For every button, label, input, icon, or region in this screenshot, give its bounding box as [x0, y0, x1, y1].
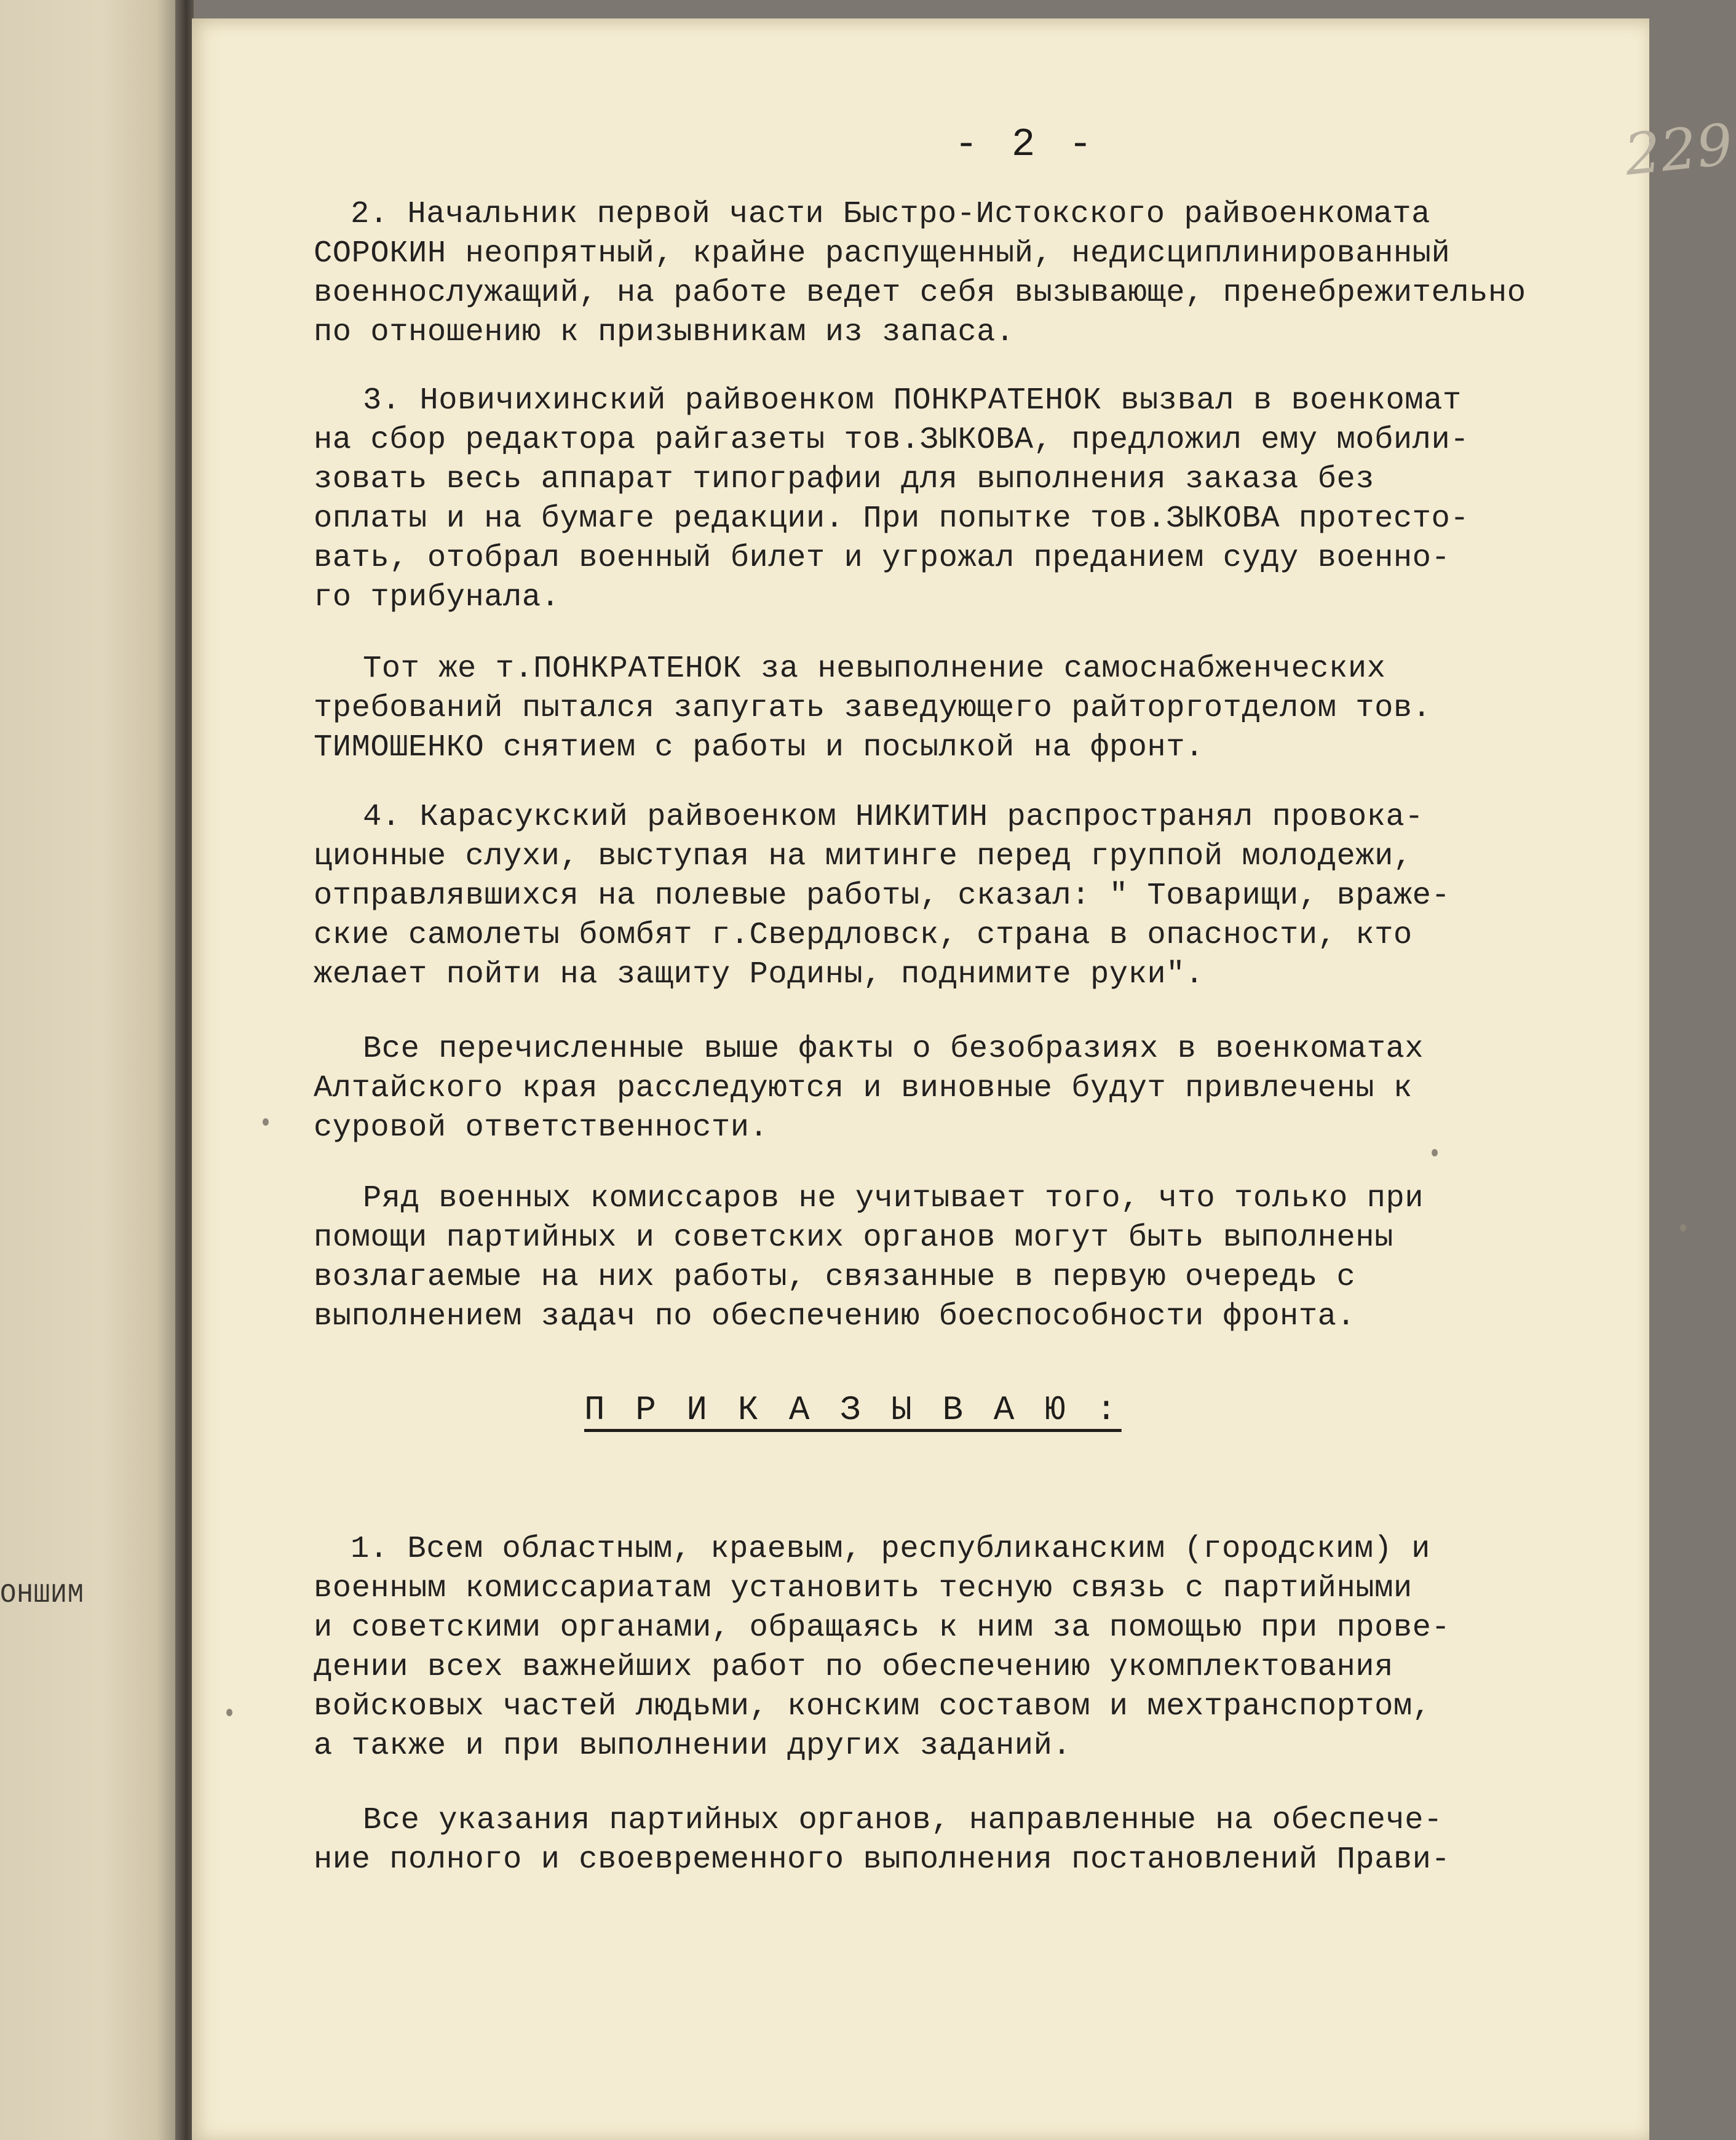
- margin-note: ОНШИМ: [0, 1580, 85, 1610]
- text-line: ские самолеты бомбят г.Свердловск, страна в опасности, кто: [314, 918, 1413, 953]
- text-line: СОРОКИН неопрятный, крайне распущенный, недисциплинированный: [314, 236, 1451, 271]
- facing-page: [0, 0, 184, 2140]
- text-line: желает пойти на защиту Родины, поднимите руки".: [314, 957, 1204, 992]
- text-line: Все указания партийных органов, направленные на обеспече-: [363, 1803, 1443, 1838]
- paragraph-3: [314, 381, 1556, 618]
- order-paragraph-2: [314, 1801, 1556, 1880]
- paragraph-3b: [314, 650, 1556, 768]
- binding-shadow: [175, 0, 194, 2140]
- text-line: 3. Новичихинский райвоенком ПОНКРАТЕНОК вызвал в военкомат: [363, 383, 1462, 418]
- text-line: оплаты и на бумаге редакции. При попытке тов.ЗЫКОВА протесто-: [314, 501, 1470, 536]
- text-line: 2. Начальник первой части Быстро-Истокского райвоенкомата: [351, 197, 1430, 232]
- text-line: войсковых частей людьми, конским составом и мехтранспортом,: [314, 1689, 1432, 1724]
- text-line: дении всех важнейших работ по обеспечению укомплектования: [314, 1650, 1393, 1685]
- order-paragraph-1: [314, 1530, 1556, 1766]
- text-line: по отношению к призывникам из запаса.: [314, 315, 1015, 350]
- paragraph-4: [314, 798, 1556, 995]
- text-line: выполнением задач по обеспечению боеспособности фронта.: [314, 1299, 1356, 1334]
- text-line: зовать весь аппарат типографии для выполнения заказа без: [314, 462, 1375, 497]
- text-line: а также и при выполнении других заданий.: [314, 1728, 1072, 1764]
- text-line: Алтайского края расследуются и виновные будут привлечены к: [314, 1071, 1413, 1106]
- archive-number: 229: [1621, 111, 1736, 188]
- text-line: Ряд военных комиссаров не учитывает того, что только при: [363, 1181, 1424, 1216]
- text-line: суровой ответственности.: [314, 1110, 769, 1145]
- punch-mark: [263, 1118, 269, 1126]
- paragraph-5: [314, 1030, 1556, 1148]
- text-line: Все перечисленные выше факты о безобразиях в военкоматах: [363, 1032, 1424, 1067]
- punch-mark: [226, 1709, 232, 1716]
- punch-mark: [1680, 1224, 1686, 1231]
- order-heading: П Р И К А З Ы В А Ю :: [584, 1390, 1122, 1430]
- text-line: военным комиссариатам установить тесную связь с партийными: [314, 1571, 1413, 1606]
- text-line: 4. Карасукский райвоенком НИКИТИН распространял провока-: [363, 800, 1424, 835]
- text-line: Тот же т.ПОНКРАТЕНОК за невыполнение самоснабженческих: [363, 651, 1386, 686]
- text-line: вать, отобрал военный билет и угрожал преданием суду военно-: [314, 541, 1451, 576]
- paragraph-2: [314, 195, 1556, 352]
- text-line: ние полного и своевременного выполнения постановлений Прави-: [314, 1842, 1451, 1877]
- text-line: на сбор редактора райгазеты тов.ЗЫКОВА, предложил ему мобили-: [314, 423, 1470, 458]
- text-line: помощи партийных и советских органов могут быть выполнены: [314, 1220, 1393, 1255]
- page-number: - 2 -: [954, 123, 1098, 167]
- text-line: го трибунала.: [314, 580, 560, 615]
- text-line: военнослужащий, на работе ведет себя вызывающе, пренебрежительно: [314, 276, 1526, 311]
- text-line: ционные слухи, выступая на митинге перед группой молодежи,: [314, 839, 1413, 874]
- text-line: 1. Всем областным, краевым, республиканским (городским) и: [351, 1532, 1430, 1567]
- punch-mark: [1432, 1149, 1438, 1156]
- paragraph-6: [314, 1179, 1556, 1337]
- text-line: отправлявшихся на полевые работы, сказал: " Товарищи, враже-: [314, 878, 1451, 913]
- text-line: требований пытался запугать заведующего райторготделом тов.: [314, 691, 1432, 726]
- text-line: и советскими органами, обращаясь к ним за помощью при прове-: [314, 1610, 1451, 1645]
- text-line: возлагаемые на них работы, связанные в первую очередь с: [314, 1260, 1356, 1295]
- text-line: ТИМОШЕНКО снятием с работы и посылкой на фронт.: [314, 730, 1204, 765]
